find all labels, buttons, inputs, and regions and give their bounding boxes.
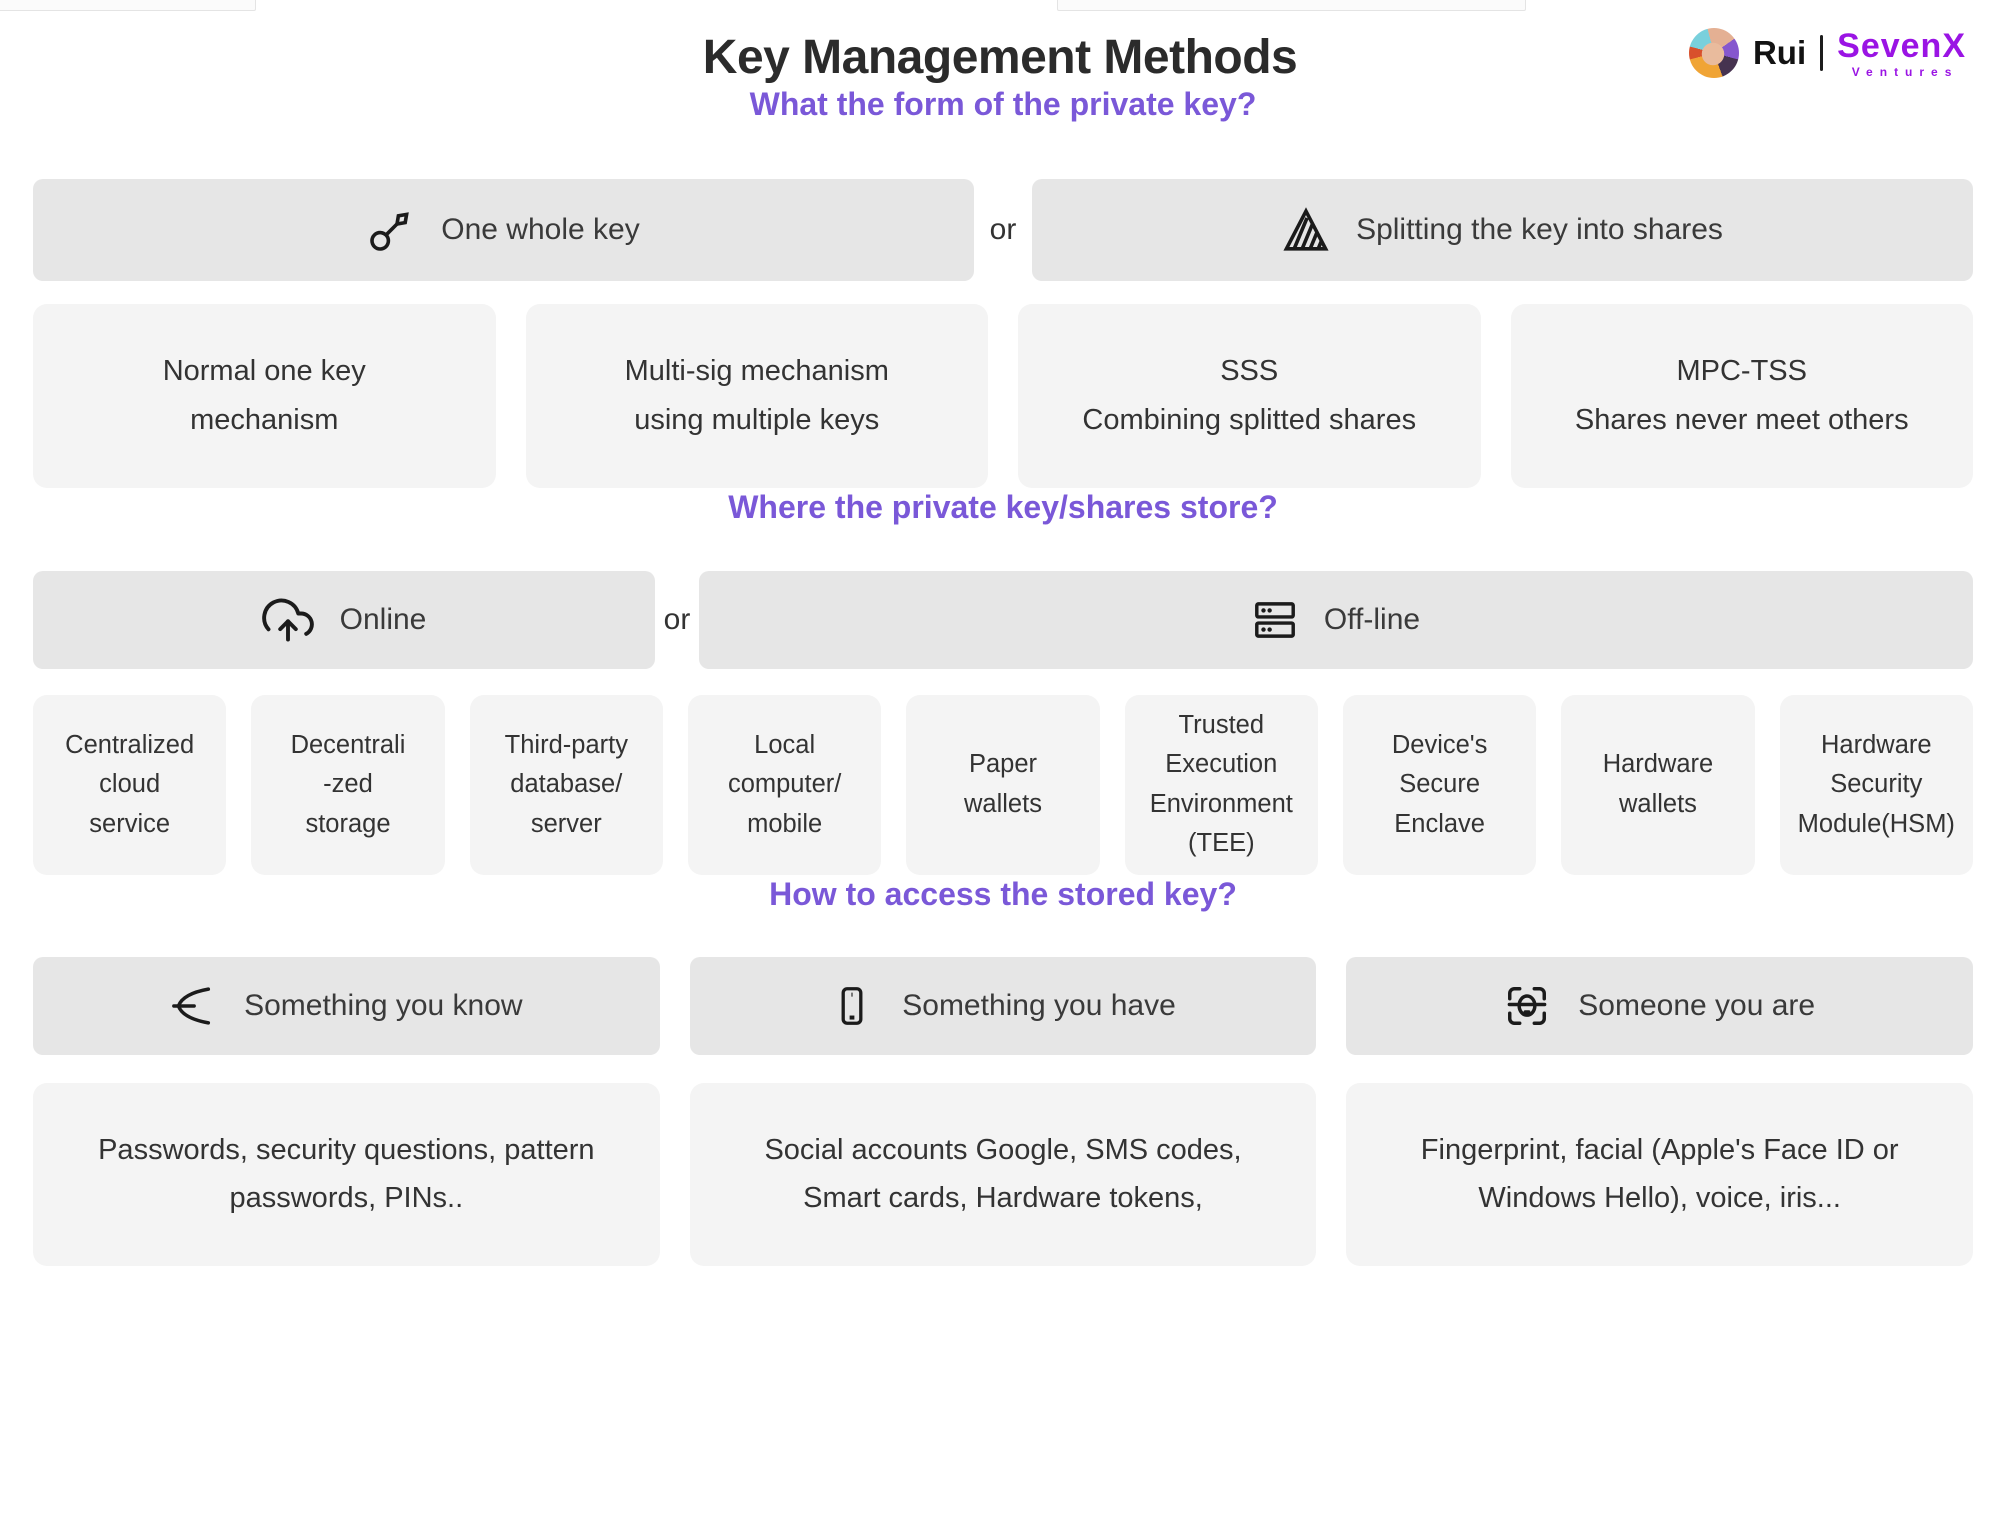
option-label: One whole key [441,213,640,247]
brand-block [1689,28,1966,78]
top-edge-artifact-left [0,0,256,11]
sevenx-ventures-logo [1837,26,1966,79]
card-sss: SSS Combining splitted shares [1018,304,1481,488]
content [0,85,2000,1266]
brand-name: SevenX [1837,26,1966,65]
option-label: Splitting the key into shares [1356,213,1723,247]
card-multi-sig: Multi-sig mechanism using multiple keys [526,304,989,488]
card-normal-one-key: Normal one key mechanism [33,304,496,488]
option-label: Online [339,602,427,636]
option-something-you-have [690,957,1317,1055]
card-decentralized-storage: Decentrali -zed storage [251,695,444,875]
key-icon [367,206,415,254]
option-something-you-know [33,957,660,1055]
card-mpc-tss: MPC-TSS Shares never meet others [1511,304,1974,488]
page-title: Key Management Methods [702,31,1298,84]
card-someone-you-are-examples: Fingerprint, facial (Apple's Face ID or Windows Hello), voice, iris... [1346,1083,1973,1266]
cloud-upload-icon [262,594,314,646]
section-heading-access: How to access the stored key? [769,875,1237,912]
top-edge-artifact-right [1057,0,1526,11]
server-icon [1252,597,1298,643]
card-hsm: Hardware Security Module(HSM) [1780,695,1973,875]
author-avatar [1689,28,1739,78]
card-local-computer: Local computer/ mobile [688,695,881,875]
card-tee: Trusted Execution Environment (TEE) [1125,695,1318,875]
smartphone-icon [830,984,874,1028]
card-centralized-cloud: Centralized cloud service [33,695,226,875]
author-name: Rui [1752,34,1807,71]
option-label: Something you know [244,989,523,1023]
option-splitting-key [1032,179,1973,281]
brand-divider [1820,35,1823,71]
option-offline [699,571,1973,669]
card-paper-wallets: Paper wallets [906,695,1099,875]
section-heading-store: Where the private key/shares store? [728,489,1278,526]
form-cards-row [33,304,1973,488]
option-label: Something you have [902,989,1176,1023]
card-something-you-have-examples: Social accounts Google, SMS codes, Smart cards, Hardware tokens, [690,1083,1317,1266]
option-someone-you-are [1346,957,1973,1055]
card-secure-enclave: Device's Secure Enclave [1343,695,1536,875]
face-scan-icon [1504,983,1550,1029]
form-options-row [33,179,1973,281]
store-options-row [33,571,1973,669]
card-third-party-db: Third-party database/ server [470,695,663,875]
brand-subtitle: Ventures [1851,64,1959,79]
or-label: or [663,602,691,636]
option-label: Off-line [1323,602,1421,636]
hatched-triangle-icon [1282,206,1330,254]
card-something-you-know-examples: Passwords, security questions, pattern passwords, PINs.. [33,1083,660,1266]
card-hardware-wallets: Hardware wallets [1561,695,1754,875]
branch-key-icon [170,983,216,1029]
store-cards-row [33,695,1973,875]
access-cards-row [33,1083,1973,1266]
option-one-whole-key [33,179,974,281]
section-heading-form: What the form of the private key? [749,86,1257,122]
option-label: Someone you are [1578,989,1816,1023]
or-label: or [989,213,1017,247]
option-online [33,571,655,669]
access-options-row [33,957,1973,1055]
